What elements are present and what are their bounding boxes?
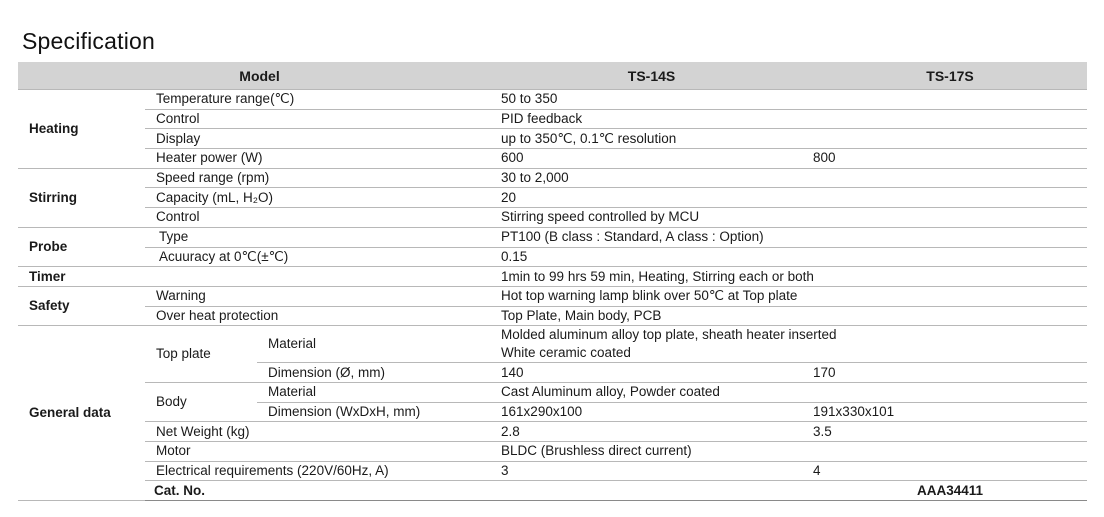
material-line-2: White ceramic coated: [501, 345, 631, 361]
table-row: [18, 267, 1087, 287]
row-sublabel: Dimension (WxDxH, mm): [257, 402, 490, 422]
row-value: BLDC (Brushless direct current): [490, 442, 1087, 462]
row-sublabel: Material: [257, 382, 490, 402]
table-row: [18, 286, 1087, 306]
header-ts14s: TS-14S: [490, 62, 802, 90]
row-label: Control: [145, 208, 490, 228]
row-value: PID feedback: [490, 109, 1087, 129]
spec-table: [18, 62, 1087, 501]
row-value-ts14s: 2.8: [490, 422, 802, 442]
row-label: Electrical requirements (220V/60Hz, A): [145, 461, 490, 481]
row-value: 20: [490, 188, 1087, 208]
group-general-data: General data: [18, 326, 145, 501]
table-row: [18, 461, 1087, 481]
table-row: [18, 208, 1087, 228]
row-label: Display: [145, 129, 490, 149]
table-row: [18, 227, 1087, 247]
row-value-ts17s: 191x330x101: [802, 402, 1087, 422]
table-row: [18, 306, 1087, 326]
row-sublabel: Material: [257, 326, 490, 363]
table-row: [18, 109, 1087, 129]
table-row: [18, 129, 1087, 149]
catno-row: [18, 481, 1087, 501]
header-ts17s: TS-17S: [802, 62, 1087, 90]
table-row: [18, 422, 1087, 442]
group-probe: Probe: [18, 227, 145, 266]
row-value-ts17s: 4: [802, 461, 1087, 481]
row-value: 0.15: [490, 247, 1087, 267]
row-value-ts14s: 140: [490, 363, 802, 383]
row-label: Acuuracy at 0℃(±℃): [145, 247, 490, 267]
row-sublabel: Dimension (Ø, mm): [257, 363, 490, 383]
row-label-top-plate: Top plate: [145, 326, 257, 383]
row-value: up to 350℃, 0.1℃ resolution: [490, 129, 1087, 149]
group-heating: Heating: [18, 90, 145, 169]
row-label: Temperature range(℃): [145, 90, 490, 110]
row-label: Control: [145, 109, 490, 129]
row-value-ts17s: 800: [802, 149, 1087, 169]
catno-label: Cat. No.: [145, 481, 802, 501]
table-row: [18, 326, 1087, 363]
row-value-ts14s: 600: [490, 149, 802, 169]
table-row: [18, 168, 1087, 188]
page-title: Specification: [22, 28, 156, 54]
table-row: [18, 149, 1087, 169]
row-value: 1min to 99 hrs 59 min, Heating, Stirring each or both: [490, 267, 1087, 287]
row-value: 50 to 350: [490, 90, 1087, 110]
row-value: PT100 (B class : Standard, A class : Option): [490, 227, 1087, 247]
row-label: Type: [145, 227, 490, 247]
row-value: 30 to 2,000: [490, 168, 1087, 188]
row-label-body: Body: [145, 382, 257, 421]
table-row: [18, 382, 1087, 402]
row-value-ts17s: 170: [802, 363, 1087, 383]
row-value: Hot top warning lamp blink over 50℃ at Top plate: [490, 286, 1087, 306]
header-row: [18, 62, 1087, 90]
row-value-ts17s: 3.5: [802, 422, 1087, 442]
row-value: Stirring speed controlled by MCU: [490, 208, 1087, 228]
row-value-ts14s: 3: [490, 461, 802, 481]
table-row: [18, 90, 1087, 110]
row-value-material: [490, 326, 1087, 363]
material-line-1: Molded aluminum alloy top plate, sheath heater inserted: [501, 327, 837, 343]
group-stirring: Stirring: [18, 168, 145, 227]
row-label: Warning: [145, 286, 490, 306]
header-model: Model: [18, 62, 490, 90]
row-value: Top Plate, Main body, PCB: [490, 306, 1087, 326]
table-row: [18, 442, 1087, 462]
row-label: Heater power (W): [145, 149, 490, 169]
group-safety: Safety: [18, 286, 145, 325]
table-row: [18, 247, 1087, 267]
row-value-ts14s: 161x290x100: [490, 402, 802, 422]
row-value: Cast Aluminum alloy, Powder coated: [490, 382, 1087, 402]
group-timer: Timer: [18, 267, 490, 287]
row-label: Capacity (mL, H₂O): [145, 188, 490, 208]
row-label: Over heat protection: [145, 306, 490, 326]
row-label: Motor: [145, 442, 490, 462]
catno-ts14s: AAA34411: [802, 481, 1087, 501]
table-row: [18, 188, 1087, 208]
row-label: Speed range (rpm): [145, 168, 490, 188]
row-label: Net Weight (kg): [145, 422, 490, 442]
